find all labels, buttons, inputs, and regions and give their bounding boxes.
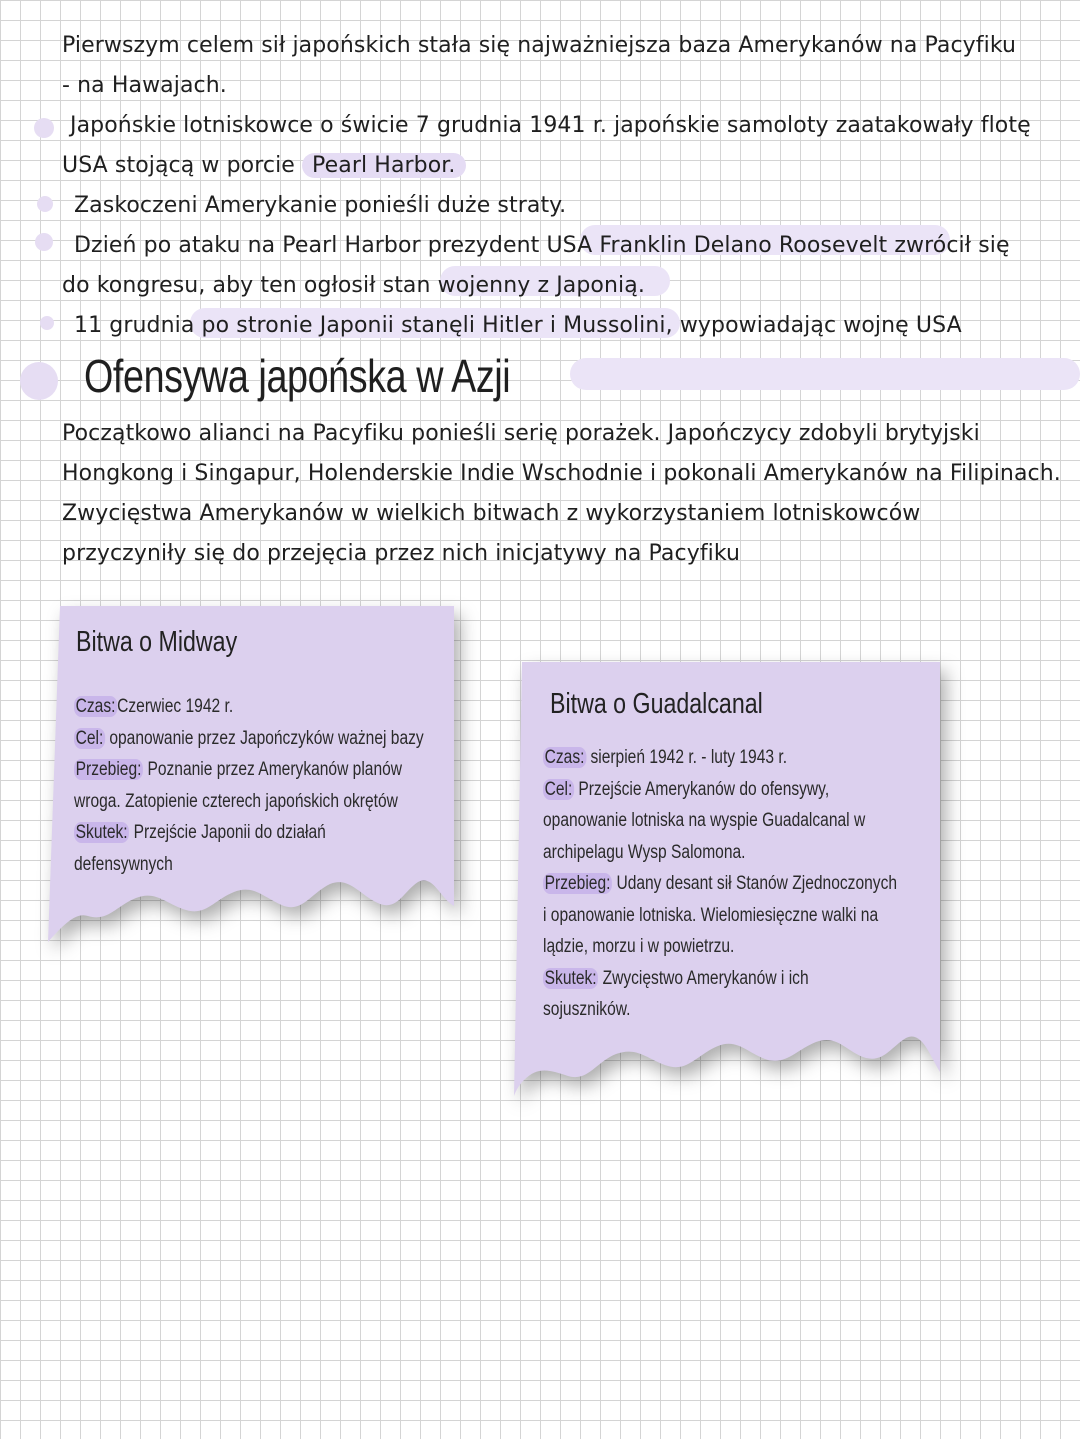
czas-label: Czas: bbox=[75, 696, 116, 717]
bullet-dot bbox=[20, 362, 58, 400]
bullet-dot bbox=[34, 118, 54, 138]
przebieg-text-2: i opanowanie lotniska. Wielomiesięczne walki na bbox=[543, 904, 879, 926]
bullet-dot bbox=[40, 316, 54, 330]
skutek-text-2: defensywnych bbox=[74, 853, 173, 875]
cel-text-2: opanowanie lotniska na wyspie Guadalcanal w bbox=[543, 810, 866, 831]
skutek-text: Zwycięstwo Amerykanów i ich bbox=[598, 967, 809, 989]
intro-line-6: Dzień po ataku na Pearl Harbor prezydent USA Franklin Delano Roosevelt zwrócił się bbox=[74, 233, 1010, 258]
intro-line-5: Zaskoczeni Amerykanie ponieśli duże straty. bbox=[74, 193, 567, 218]
intro-line-2: - na Hawajach. bbox=[62, 73, 227, 98]
cel-label: Cel: bbox=[75, 727, 104, 749]
card-body bbox=[74, 691, 424, 880]
intro-line-3: Japońskie lotniskowce o świcie 7 grudnia 1941 r. japońskie samoloty zaatakowały flotę bbox=[70, 113, 1031, 138]
heading-highlight bbox=[570, 358, 1080, 390]
czas-text: Czerwiec 1942 r. bbox=[117, 696, 234, 717]
card-title: Bitwa o Midway bbox=[76, 626, 238, 658]
pearl-harbor-highlight: Pearl Harbor. bbox=[302, 153, 465, 178]
skutek-label: Skutek: bbox=[544, 967, 597, 989]
intro-line-8: 11 grudnia po stronie Japonii stanęli Hitler i Mussolini, wypowiadając wojnę USA bbox=[74, 313, 962, 338]
section-line-2: Hongkong i Singapur, Holenderskie Indie Wschodnie i pokonali Amerykanów na Filipinach. bbox=[62, 461, 1061, 486]
card-title: Bitwa o Guadalcanal bbox=[550, 688, 763, 720]
przebieg-text: Poznanie przez Amerykanów planów bbox=[143, 759, 403, 780]
intro-text: USA stojącą w porcie bbox=[62, 153, 295, 178]
intro-line-4 bbox=[62, 148, 466, 184]
skutek-label: Skutek: bbox=[75, 822, 128, 843]
czas-label: Czas: bbox=[544, 747, 585, 768]
section-heading: Ofensywa japońska w Azji bbox=[84, 350, 511, 402]
intro-line-1: Pierwszym celem sił japońskich stała się najważniejsza baza Amerykanów na Pacyfiku bbox=[62, 33, 1017, 58]
cel-text-3: archipelagu Wysp Salomona. bbox=[543, 841, 746, 863]
skutek-text: Przejście Japonii do działań bbox=[129, 822, 326, 843]
cel-label: Cel: bbox=[544, 778, 573, 800]
skutek-text-2: sojuszników. bbox=[543, 999, 631, 1020]
przebieg-label: Przebieg: bbox=[544, 873, 611, 894]
section-line-3: Zwycięstwa Amerykanów w wielkich bitwach z wykorzystaniem lotniskowców bbox=[62, 501, 921, 526]
przebieg-text: Udany desant sił Stanów Zjednoczonych bbox=[612, 873, 898, 894]
card-body bbox=[543, 742, 897, 1026]
cel-text: Przejście Amerykanów do ofensywy, bbox=[573, 778, 830, 800]
bullet-dot bbox=[37, 196, 53, 212]
przebieg-text-3: lądzie, morzu i w powietrzu. bbox=[543, 936, 735, 957]
card-midway bbox=[48, 606, 454, 946]
czas-text: sierpień 1942 r. - luty 1943 r. bbox=[586, 747, 788, 768]
intro-line-7: do kongresu, aby ten ogłosił stan wojenny z Japonią. bbox=[62, 273, 645, 298]
przebieg-text-2: wroga. Zatopienie czterech japońskich okrętów bbox=[74, 790, 398, 812]
przebieg-label: Przebieg: bbox=[75, 759, 142, 780]
section-line-4: przyczyniły się do przejęcia przez nich inicjatywy na Pacyfiku bbox=[62, 541, 741, 566]
bullet-dot bbox=[35, 233, 53, 251]
cel-text: opanowanie przez Japończyków ważnej bazy bbox=[104, 727, 424, 749]
section-line-1: Początkowo alianci na Pacyfiku ponieśli serię porażek. Japończycy zdobyli brytyjski bbox=[62, 421, 980, 446]
card-guadalcanal bbox=[512, 662, 940, 1098]
